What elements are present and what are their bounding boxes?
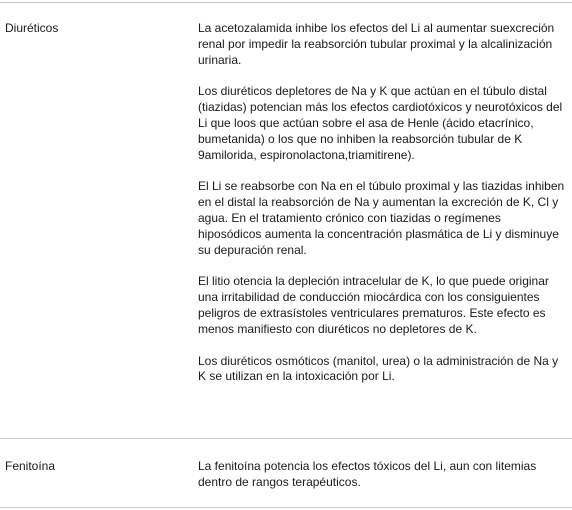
effect-paragraph: El litio otencia la depleción intracelular de K, lo que puede originar una irritabilidad de conducción miocárdica con los consiguientes peligros de extrasístoles ventriculares prematuros. Este efecto es menos manifiesto con diuréticos no depletores de K. <box>198 274 549 336</box>
effect-paragraph: Los diuréticos osmóticos (manitol, urea) o la administración de Na y K se utilizan en la intoxicación por Li. <box>198 353 559 384</box>
effect-paragraph: El Li se reabsorbe con Na en el túbulo proximal y las tiazidas inhiben en el distal la reabsorción de Na y aumentan la excreción de K, Cl y agua. En el tratamiento crónico con tiazidas o regímenes hiposódicos aumenta la concentración plasmática de Li y disminuye su depuración renal. <box>198 179 565 257</box>
effect-paragraph: La acetozalamida inhibe los efectos del Li al aumentar suexcreción renal por impedir la reabsorción tubular proximal y la alcalinización urinaria. <box>198 21 555 67</box>
drug-name-cell: Fenitoína <box>5 459 56 473</box>
table-top-rule <box>0 2 572 3</box>
drug-name-cell: Diuréticos <box>5 21 59 35</box>
effect-description-cell <box>198 459 566 491</box>
effect-paragraph: La fenitoína potencia los efectos tóxicos del Li, aun con litemias dentro de rangos terapéuticos. <box>198 459 537 489</box>
effect-description-cell <box>198 21 566 385</box>
table-bottom-rule <box>0 507 572 508</box>
effect-paragraph: Los diuréticos depletores de Na y K que actúan en el túbulo distal (tiazidas) potencian más los efectos cardiotóxicos y neurotóxicos del Li que loos que actúan sobre el asa de Henle (ácido etacrínico, bumetanida) o los que no inhiben la reabsorción tubular de K 9amilorida, espironolactona,triamitirene). <box>198 84 563 162</box>
row-divider <box>0 438 572 439</box>
